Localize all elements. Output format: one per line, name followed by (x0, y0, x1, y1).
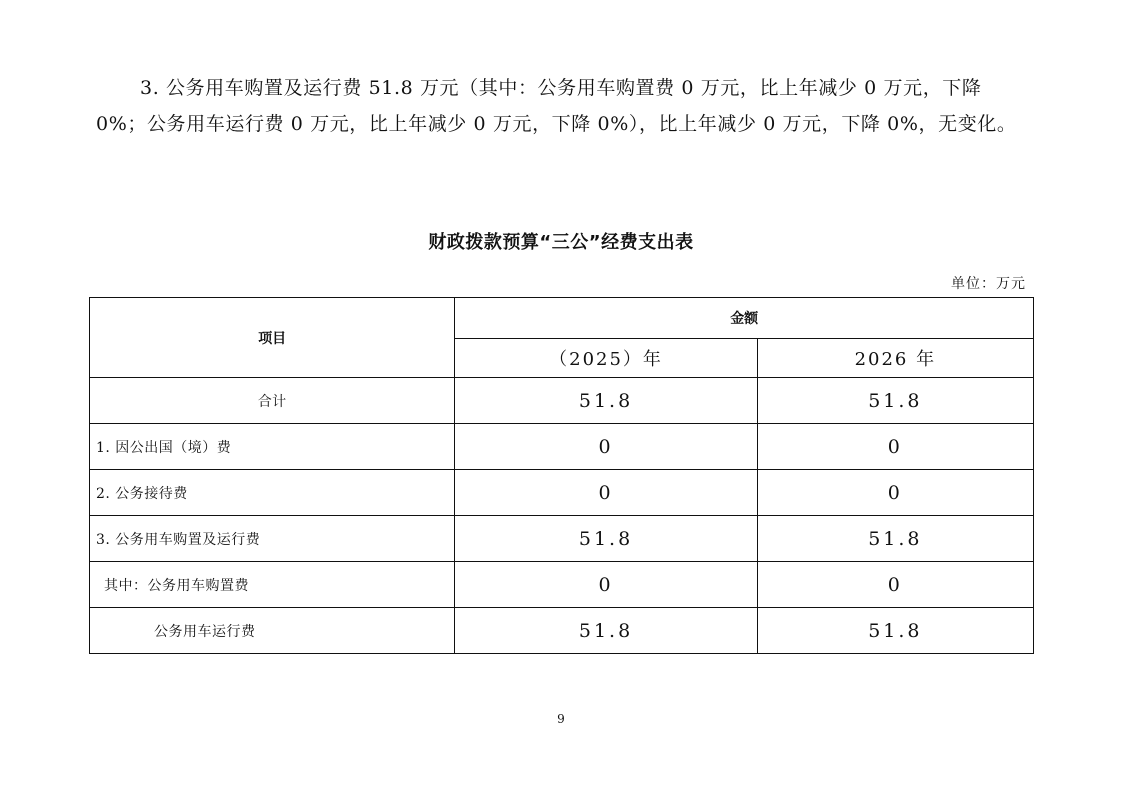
value-2026: 51.8 (757, 378, 1033, 424)
value-2026: 0 (757, 562, 1033, 608)
value-2025: 0 (455, 562, 757, 608)
table-row (90, 562, 1034, 608)
header-year-2025: （2025）年 (455, 339, 757, 378)
table-row (90, 424, 1034, 470)
table-row-total (90, 378, 1034, 424)
row-label: 1. 因公出国（境）费 (90, 424, 455, 470)
value-2026: 0 (757, 424, 1033, 470)
row-label: 3. 公务用车购置及运行费 (90, 516, 455, 562)
row-label: 公务用车运行费 (90, 608, 455, 654)
row-label: 其中：公务用车购置费 (90, 562, 455, 608)
table-row (90, 516, 1034, 562)
header-year-2026: 2026 年 (757, 339, 1033, 378)
table-title: 财政拨款预算“三公”经费支出表 (428, 232, 694, 253)
value-2025: 51.8 (455, 516, 757, 562)
unit-label: 单位：万元 (951, 276, 1026, 292)
value-2026: 0 (757, 470, 1033, 516)
header-item: 项目 (90, 298, 455, 378)
value-2025: 0 (455, 424, 757, 470)
value-2025: 51.8 (455, 608, 757, 654)
table-header-row (90, 298, 1034, 339)
page-number: 9 (557, 712, 565, 726)
budget-table (89, 297, 1034, 654)
value-2026: 51.8 (757, 608, 1033, 654)
value-2025: 0 (455, 470, 757, 516)
header-amount: 金额 (455, 298, 1034, 339)
value-2026: 51.8 (757, 516, 1033, 562)
table-row (90, 470, 1034, 516)
body-paragraph: 3. 公务用车购置及运行费 51.8 万元（其中：公务用车购置费 0 万元，比上年减少 0 万元，下降 0%；公务用车运行费 0 万元，比上年减少 0 万元，下降 0%），比上年减少 0 万元，下降 0%，无变化。 (96, 77, 1017, 135)
row-label: 合计 (90, 378, 455, 424)
value-2025: 51.8 (455, 378, 757, 424)
row-label: 2. 公务接待费 (90, 470, 455, 516)
table-row (90, 608, 1034, 654)
